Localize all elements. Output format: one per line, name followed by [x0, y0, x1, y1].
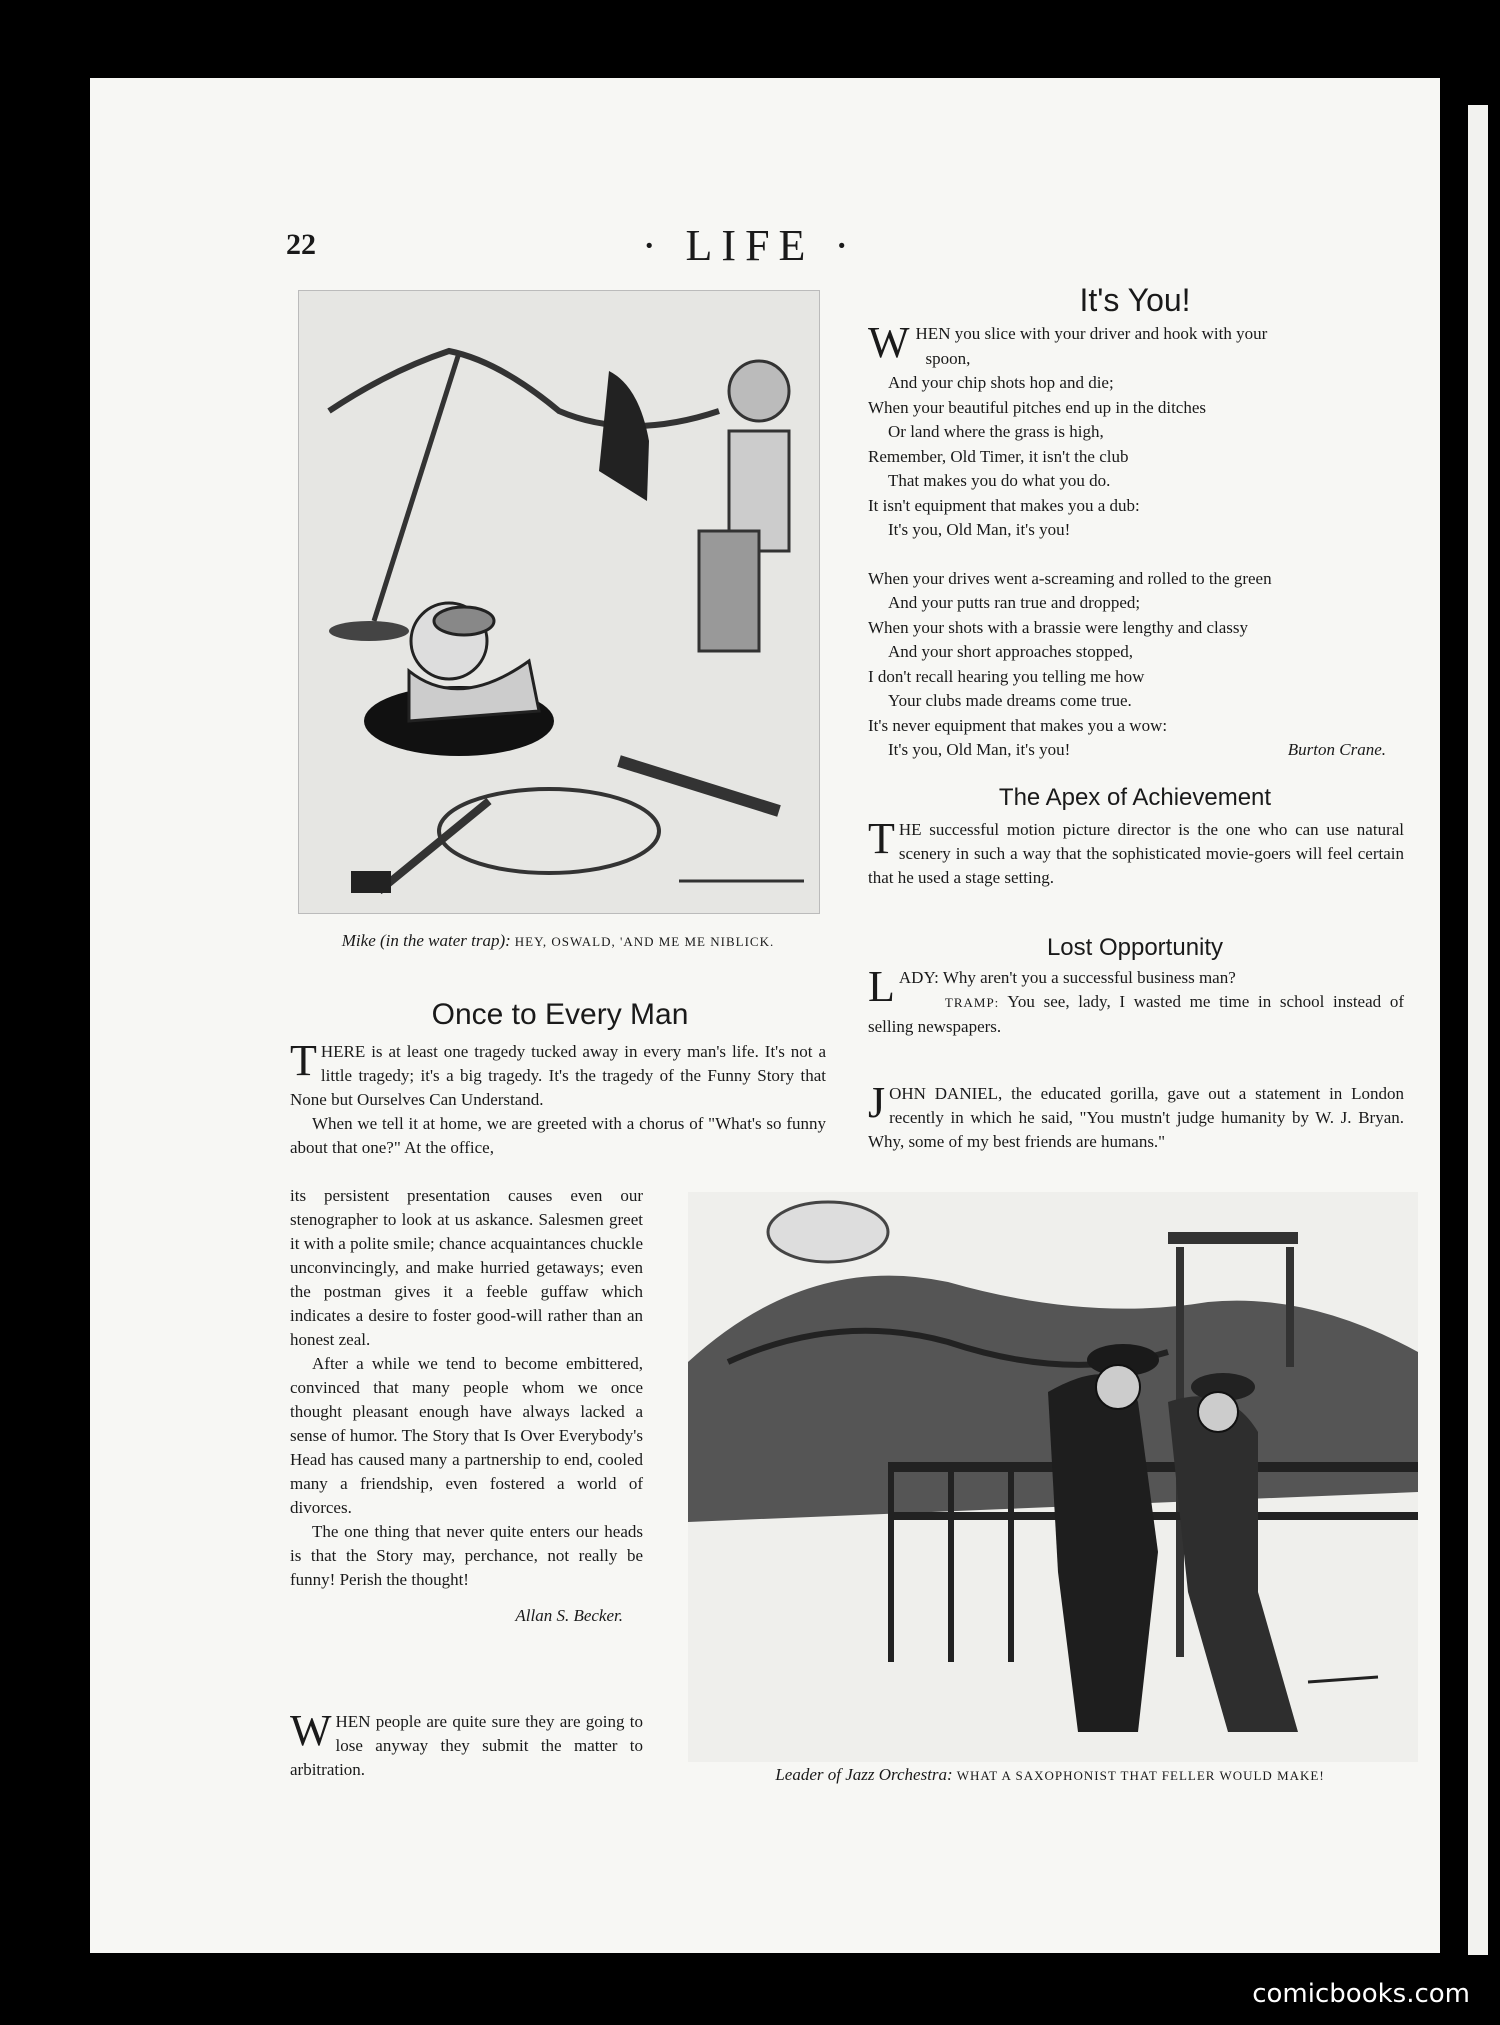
- jazz-cartoon-caption: [680, 1764, 1420, 1787]
- caption-dialogue: HEY, OSWALD, 'AND ME ME NIBLICK.: [514, 934, 775, 949]
- once-para-2b: its persistent presentation causes even our stenographer to look at us askance. Salesmen greet it with a polite smile; chance acquaintances chuckle unconvincingly, and make hurried getaways; even the postman gives it a feeble guffaw which indicates a desire to foster good-will rather than an honest zeal.: [290, 1186, 643, 1349]
- lost-title: Lost Opportunity: [1046, 934, 1224, 961]
- caption-speaker: Mike (in the water trap):: [341, 931, 511, 950]
- poem-line: I don't recall hearing you telling me how: [868, 666, 1145, 686]
- lost-tramp-label: TRAMP:: [944, 995, 1000, 1010]
- drop-cap-w2: W: [868, 318, 910, 367]
- page-number: 22: [286, 228, 316, 261]
- once-title: Once to Every Man: [431, 998, 689, 1031]
- poem-line: It's never equipment that makes you a wow:: [868, 715, 1168, 735]
- poem-line: That makes you do what you do.: [888, 471, 1111, 490]
- drop-cap-l: L: [868, 962, 895, 1011]
- poem-first-line-b: spoon,: [925, 348, 971, 368]
- poem-line: It's you, Old Man, it's you!: [888, 520, 1071, 539]
- arbitration-note: [290, 1706, 643, 1782]
- once-para-2a: When we tell it at home, we are greeted with a chorus of "What's so funny about that one?" At the office,: [290, 1114, 826, 1157]
- drop-cap-t2: T: [868, 814, 895, 863]
- once-author: Allan S. Becker.: [515, 1606, 623, 1625]
- caption-dialogue: WHAT A SAXOPHONIST THAT FELLER WOULD MAKE!: [956, 1768, 1325, 1783]
- golf-cartoon: [298, 290, 820, 914]
- once-intro: [290, 1036, 826, 1160]
- once-para-3: After a while we tend to become embittered, convinced that many people whom we once thought pleasant enough have always lacked a sense of humor. The Story that Is Over Everybody's Head has caused many a partnership to end, cooled many a friendship, even fostered a world of divorces.: [290, 1354, 643, 1517]
- drop-cap-w: W: [290, 1706, 332, 1755]
- poem-author: Burton Crane.: [1287, 740, 1386, 759]
- source-watermark: comicbooks.com: [1246, 1975, 1476, 2013]
- once-para-4: The one thing that never quite enters our heads is that the Story may, perchance, not really be funny! Perish the thought!: [290, 1522, 643, 1589]
- poem-first-line: HEN you slice with your driver and hook with your: [915, 324, 1268, 343]
- lost-tramp-line: You see, lady, I wasted me time in school instead of selling newspapers.: [868, 992, 1404, 1036]
- facing-page-edge: [1468, 105, 1488, 1955]
- golf-cartoon-caption: [298, 930, 818, 953]
- poem-line: It isn't equipment that makes you a dub:: [868, 495, 1140, 515]
- jazz-cartoon-drawing: [688, 1192, 1418, 1762]
- poem-line: Your clubs made dreams come true.: [888, 691, 1132, 710]
- apex-text-block: [868, 814, 1404, 890]
- once-para-1: HERE is at least one tragedy tucked away in every man's life. It's not a little tragedy; it's a big tragedy. It's the tragedy of the Funny Story that None but Ourselves Can Understand.: [290, 1042, 826, 1109]
- caption-speaker: Leader of Jazz Orchestra:: [775, 1765, 953, 1784]
- apex-text: HE successful motion picture director is the one who can use natural scenery in such a way that the sophisticated movie-goers will feel certain that he used a stage setting.: [868, 820, 1404, 887]
- poem-line: When your shots with a brassie were lengthy and classy: [868, 617, 1249, 637]
- its-you-title: It's You!: [1079, 282, 1191, 318]
- drop-cap-j: J: [868, 1078, 886, 1127]
- arbitration-text: HEN people are quite sure they are going to lose anyway they submit the matter to arbitration.: [290, 1712, 643, 1779]
- poem-line: It's you, Old Man, it's you!: [888, 740, 1071, 759]
- golf-cartoon-drawing: [299, 291, 819, 913]
- poem-line: When your beautiful pitches end up in the ditches: [868, 397, 1207, 417]
- apex-title: The Apex of Achievement: [998, 784, 1272, 811]
- poem-line: And your chip shots hop and die;: [888, 373, 1114, 392]
- its-you-poem: [868, 318, 1408, 763]
- once-column: [290, 1184, 643, 1628]
- john-daniel-text: OHN DANIEL, the educated gorilla, gave out a statement in London recently in which he said, "You mustn't judge humanity by W. J. Bryan. Why, some of my best friends are humans.": [868, 1084, 1404, 1151]
- poem-line: And your short approaches stopped,: [888, 642, 1134, 661]
- drop-cap-t: T: [290, 1036, 317, 1085]
- lost-text-block: [868, 962, 1404, 1039]
- poem-line: Or land where the grass is high,: [888, 422, 1104, 441]
- jazz-cartoon: [688, 1192, 1418, 1762]
- masthead: · LIFE ·: [641, 221, 859, 270]
- poem-line: Remember, Old Timer, it isn't the club: [868, 446, 1129, 466]
- lost-lady-line: ADY: Why aren't you a successful business man?: [898, 968, 1236, 987]
- poem-line: And your putts ran true and dropped;: [888, 593, 1141, 612]
- john-daniel-block: [868, 1078, 1404, 1154]
- poem-line: When your drives went a-screaming and rolled to the green: [868, 568, 1272, 588]
